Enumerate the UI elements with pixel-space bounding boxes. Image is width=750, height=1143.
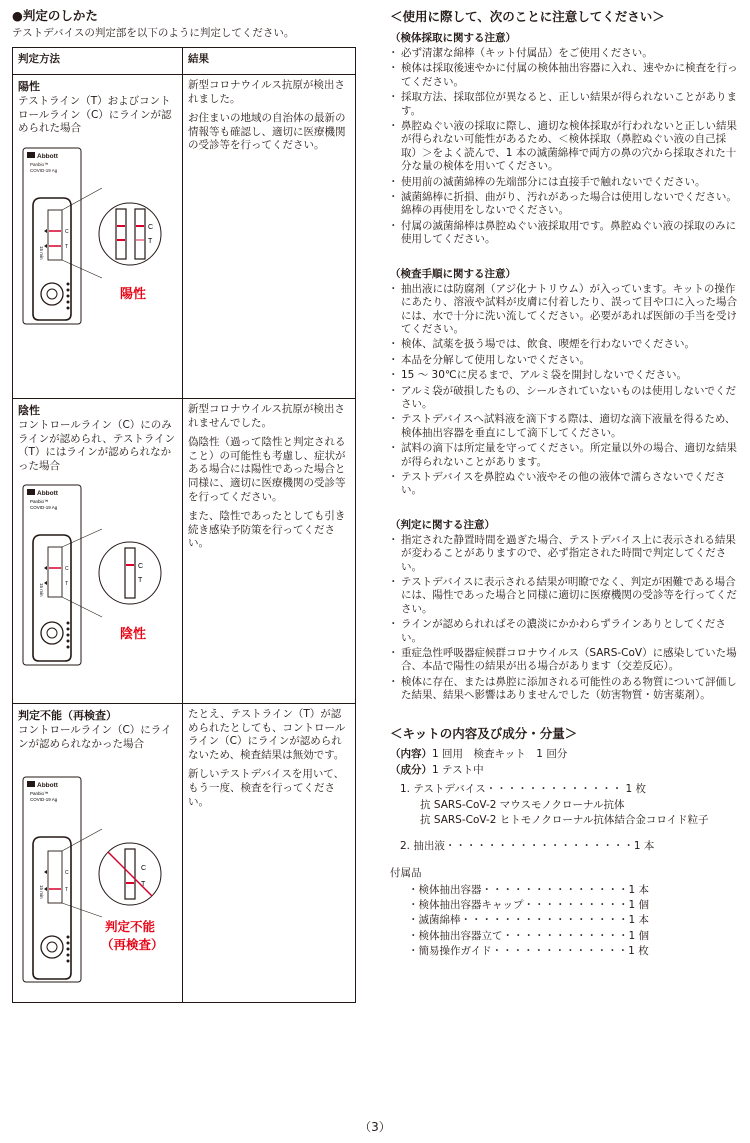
kit-item-device: 1. テストデバイス・・・・・・・・・・・・・ 1 枚	[400, 783, 647, 796]
accessory-title: 付属品	[390, 867, 422, 880]
row-condition: コントロールライン（C）にラインが認められなかった場合	[18, 724, 172, 750]
procedure-title: （検査手順に関する注意）	[390, 267, 516, 280]
list-item: ・ 本品を分解して使用しないでください。	[390, 354, 740, 367]
list-item: ・ 検体に存在、または鼻腔に添加される可能性のある物質について評価した結果、結果へ影響はありませんでした（妨害物質・妨害薬剤）。	[390, 676, 740, 703]
device-c-label: C	[65, 870, 69, 877]
list-item: ・検体抽出容器・・・・・・・・・・・・・・1 本	[408, 883, 650, 896]
device-product: Panbio™	[30, 499, 49, 505]
negative-label: 陰性	[120, 627, 147, 643]
specimen-notes	[390, 47, 740, 247]
row-name: 判定不能（再検査）	[18, 709, 117, 722]
device-body	[23, 777, 81, 982]
zoom-t-label: T	[148, 237, 153, 245]
device-product: Panbio™	[30, 161, 49, 167]
list-item: ・滅菌綿棒・・・・・・・・・・・・・・・・1 本	[408, 914, 650, 927]
abbott-logo-icon	[27, 489, 35, 495]
device-product: Panbio™	[30, 791, 49, 797]
list-item: ・ 滅菌綿棒に折損、曲がり、汚れがあった場合は使用しないでください。綿棒の再使用をしないでください。	[390, 191, 740, 218]
procedure-notes	[390, 283, 740, 498]
device-t-label: T	[65, 243, 69, 250]
page-number: （3）	[359, 1120, 391, 1134]
device-time-label: 15 min	[39, 885, 44, 899]
zoom-t-label: T	[141, 881, 146, 889]
row-name: 陽性	[18, 80, 40, 93]
list-item: ・ ラインが認められればその濃淡にかかわらずラインありとしてください。	[390, 618, 740, 645]
list-item: ・ 15 ～ 30℃に戻るまで、アルミ袋を開封しないでください。	[390, 369, 740, 382]
list-item: ・ テストデバイスへ試料液を滴下する際は、適切な滴下液量を得るため、検体抽出容器を垂直にして滴下してください。	[390, 413, 740, 440]
kit-item-solution: 2. 抽出液・・・・・・・・・・・・・・・・・・1 本	[400, 839, 655, 852]
list-item: ・ 抽出液には防腐剤（アジ化ナトリウム）が入っています。キットの操作にあたり、溶液や試料が皮膚に付着したり、誤って目や口に入った場合には、水で十分に洗い流してください。必要があれば医師の手当を受けてください。	[390, 283, 740, 337]
precautions	[390, 8, 740, 961]
method-cell	[13, 75, 183, 399]
abbott-logo-icon	[27, 781, 35, 787]
table-row-negative	[13, 399, 356, 704]
kit-component-value: 1 テスト中	[432, 764, 484, 777]
list-item: ・ 試料の滴下は所定量を守ってください。所定量以外の場合、適切な結果が得られないことがあります。	[390, 442, 740, 469]
kit-content-label: （内容）	[390, 747, 432, 760]
positive-device-figure	[18, 146, 178, 326]
judgement-table	[12, 47, 356, 1003]
kit-title: ＜キットの内容及び成分・分量＞	[390, 725, 578, 741]
list-item: ・ テストデバイスに表示される結果が明瞭でなく、判定が困難である場合には、陽性であった場合と同様に適切に医療機関の受診等を行ってください。	[390, 576, 740, 616]
list-item: ・検体抽出容器立て・・・・・・・・・・・・1 個	[408, 929, 650, 942]
kit-item-sub: 抗 SARS-CoV-2 マウスモノクローナル抗体	[420, 798, 625, 811]
header-method: 判定方法	[13, 48, 183, 75]
device-product2: COVID-19 Ag	[30, 797, 58, 803]
device-product2: COVID-19 Ag	[30, 167, 58, 173]
row-condition: テストライン（T）およびコントロールライン（C）にラインが認められた場合	[18, 95, 172, 135]
kit-content-value: 1 回用 検査キット 1 回分	[432, 747, 568, 760]
section-intro: テストデバイスの判定部を以下のように判定してください。	[12, 27, 295, 39]
table-row-positive	[13, 75, 356, 399]
zoom-circle	[99, 542, 161, 604]
list-item: ・簡易操作ガイド・・・・・・・・・・・・・1 枚	[408, 945, 649, 958]
kit-content	[390, 748, 740, 761]
table-row-invalid	[13, 704, 356, 1003]
list-item: ・ 付属の滅菌綿棒は鼻腔ぬぐい液採取用です。鼻腔ぬぐい液の採取のみに使用してください。	[390, 220, 740, 247]
abbott-logo-icon	[27, 152, 35, 158]
device-t-label: T	[65, 887, 69, 894]
table-header-row	[13, 48, 356, 75]
kit-component	[390, 764, 740, 777]
result-cell	[183, 704, 356, 1003]
zoom-c-label: C	[138, 563, 144, 571]
device-c-label: C	[65, 566, 69, 573]
judgement-guide	[12, 8, 355, 1003]
zoom-c-label: C	[141, 865, 147, 873]
accessory-list	[408, 884, 740, 959]
list-item: ・ 検体、試薬を扱う場では、飲食、喫煙を行わないでください。	[390, 338, 740, 351]
result-text: 偽陰性（過って陰性と判定されること）の可能性も考慮し、症状がある場合には陽性であった場合と同様に、適切に医療機関の受診等を行ってください。	[188, 436, 346, 503]
negative-device-figure	[18, 483, 178, 668]
result-text: 新型コロナウイルス抗原が検出されませんでした。	[188, 403, 345, 429]
row-condition: コントロールライン（C）にのみラインが認められ、テストライン（T）にはラインが認められなかった場合	[18, 419, 176, 472]
result-text: たとえ、テストライン（T）が認められたとしても、コントロールライン（C）にラインが認められないため、検査結果は無効です。	[188, 708, 346, 761]
device-brand: Abbott	[37, 152, 58, 160]
zoom-c-label: C	[148, 223, 154, 231]
list-item: ・ 検体は採取後速やかに付属の検体抽出容器に入れ、速やかに検査を行ってください。	[390, 62, 740, 89]
result-text: 新しいテストデバイスを用いて、もう一度、検査を行ってください。	[188, 768, 345, 808]
device-brand: Abbott	[37, 490, 58, 498]
device-c-label: C	[65, 228, 69, 235]
header-result: 結果	[183, 48, 356, 75]
result-cell	[183, 75, 356, 399]
list-item: ・ テストデバイスを鼻腔ぬぐい液やその他の液体で濡らさないでください。	[390, 471, 740, 498]
kit-items	[400, 783, 740, 853]
device-time-label: 15 min	[39, 245, 44, 260]
list-item: ・ 採取方法、採取部位が異なると、正しい結果が得られないことがあります。	[390, 91, 740, 118]
list-item: ・ 重症急性呼吸器症候群コロナウイルス（SARS-CoV）に感染していた場合、本品で陽性の結果が出る場合があります（交差反応）。	[390, 647, 740, 674]
invalid-label: 判定不能	[105, 919, 156, 935]
specimen-title: （検体採取に関する注意）	[390, 32, 516, 44]
result-text: お住まいの地域の自治体の最新の情報等も確認し、適切に医療機関の受診等を行ってください。	[188, 112, 346, 152]
device-t-label: T	[65, 581, 69, 588]
result-cell	[183, 399, 356, 704]
result-text: また、陰性であったとしても引き続き感染予防策を行ってください。	[188, 510, 346, 550]
device-time-label: 15 min	[39, 583, 44, 597]
list-item: ・ アルミ袋が破損したもの、シールされていないものは使用しないでください。	[390, 385, 740, 412]
list-item: ・ 指定された静置時間を過ぎた場合、テストデバイス上に表示される結果が変わることがありますので、必ず指定された時間で判定してください。	[390, 534, 740, 574]
positive-label: 陽性	[120, 286, 147, 302]
retest-label: （再検査）	[101, 937, 164, 953]
list-item: ・ 鼻腔ぬぐい液の採取に際し、適切な検体採取が行われないと正しい結果が得られない可能性があるため、＜検体採取（鼻腔ぬぐい液の自己採取）＞をよく読んで、1 本の滅菌綿棒で両方の鼻の穴から採取された十分な量の検体を用いてください。	[390, 120, 740, 174]
section-title: ●判定のしかた	[12, 8, 98, 23]
zoom-circle	[99, 203, 161, 265]
precautions-title: ＜使用に際して、次のことに注意してください＞	[390, 9, 665, 24]
invalid-device-figure	[18, 775, 178, 985]
result-text: 新型コロナウイルス抗原が検出されました。	[188, 79, 345, 105]
method-cell	[13, 399, 183, 704]
row-name: 陰性	[18, 404, 40, 417]
list-item: ・ 必ず清潔な綿棒（キット付属品）をご使用ください。	[390, 47, 740, 60]
kit-component-label: （成分）	[390, 764, 432, 777]
method-cell	[13, 704, 183, 1003]
list-item: ・検体抽出容器キャップ・・・・・・・・・・1 個	[408, 898, 650, 911]
device-product2: COVID-19 Ag	[30, 505, 58, 511]
device-body	[23, 148, 81, 324]
judgement-notes	[390, 534, 740, 703]
judgement-notes-title: （判定に関する注意）	[390, 518, 495, 531]
zoom-t-label: T	[138, 577, 143, 585]
kit-item-sub: 抗 SARS-CoV-2 ヒトモノクローナル抗体結合金コロイド粒子	[420, 814, 709, 827]
device-brand: Abbott	[37, 782, 58, 790]
list-item: ・ 使用前の滅菌綿棒の先端部分には直接手で触れないでください。	[390, 176, 740, 189]
